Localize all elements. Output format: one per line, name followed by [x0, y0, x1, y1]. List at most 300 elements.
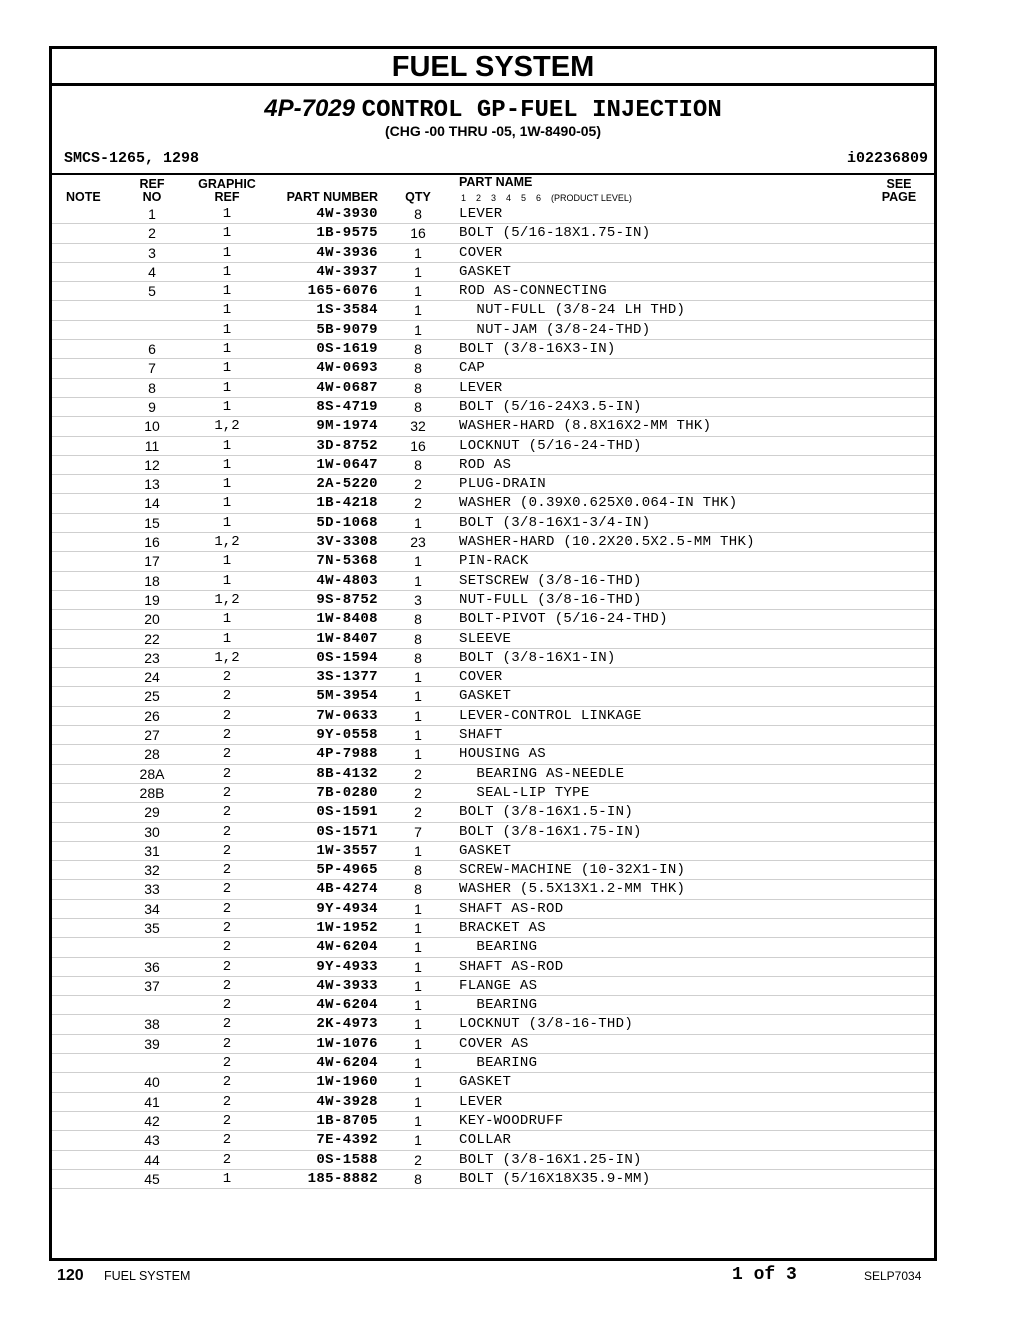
table-row [52, 861, 934, 880]
ref-no-cell: 44 [144, 1151, 160, 1168]
qty-cell: 1 [414, 1112, 422, 1129]
part-number-cell: 4W-0693 [316, 360, 378, 377]
table-row [52, 552, 934, 571]
ref-no-cell: 20 [144, 611, 160, 628]
qty-cell: 1 [414, 283, 422, 300]
qty-cell: 8 [414, 206, 422, 222]
part-name-cell: COVER [459, 244, 503, 261]
part-name-cell: NUT-JAM (3/8-24-THD) [459, 321, 651, 338]
graphic-ref-cell: 2 [222, 746, 232, 763]
ref-no-cell: 43 [144, 1132, 160, 1149]
part-name-cell: WASHER (5.5X13X1.2-MM THK) [459, 881, 686, 898]
part-name-cell: LEVER [459, 1093, 503, 1110]
part-number-cell: 7N-5368 [316, 553, 378, 570]
ref-no-cell: 9 [148, 398, 156, 415]
ref-no-cell: 18 [144, 572, 160, 589]
group-subtitle: (CHG -00 THRU -05, 1W-8490-05) [385, 123, 601, 139]
graphic-ref-cell: 2 [222, 1055, 232, 1072]
part-name-cell: BOLT (3/8-16X3-IN) [459, 341, 616, 358]
ref-no-cell: 8 [148, 379, 156, 396]
graphic-ref-cell: 2 [222, 707, 232, 724]
ref-no-cell: 13 [144, 476, 160, 493]
part-number-cell: 4P-7988 [316, 746, 378, 763]
part-number-cell: 1W-8408 [316, 611, 378, 628]
footer-sheet-indicator: 1 of 3 [732, 1265, 797, 1285]
part-number-cell: 9S-8752 [316, 591, 378, 608]
part-name-cell: SEAL-LIP TYPE [459, 784, 590, 801]
part-name-cell: NUT-FULL (3/8-24 LH THD) [459, 302, 686, 319]
ref-no-cell: 37 [144, 977, 160, 994]
graphic-ref-cell: 1 [222, 630, 232, 647]
ref-no-cell: 39 [144, 1035, 160, 1052]
part-number-cell: 8S-4719 [316, 398, 378, 415]
graphic-ref-cell: 2 [222, 1074, 232, 1091]
qty-cell: 1 [414, 746, 422, 763]
part-number-cell: 1W-1952 [316, 919, 378, 936]
qty-cell: 1 [414, 1055, 422, 1072]
qty-cell: 1 [414, 919, 422, 936]
part-name-cell: SHAFT AS-ROD [459, 958, 564, 975]
table-row [52, 572, 934, 591]
ref-no-cell: 4 [148, 263, 156, 280]
part-name-cell: BEARING [459, 997, 538, 1014]
graphic-ref-cell: 2 [222, 1016, 232, 1033]
qty-cell: 1 [414, 707, 422, 724]
part-number-cell: 5P-4965 [316, 862, 378, 879]
table-row [52, 1035, 934, 1054]
ref-no-cell: 27 [144, 727, 160, 744]
table-row [52, 996, 934, 1015]
part-number-cell: 8B-4132 [316, 765, 378, 782]
part-number-cell: 1B-4218 [316, 495, 378, 512]
part-name-cell: HOUSING AS [459, 746, 547, 763]
part-number-cell: 0S-1571 [316, 823, 378, 840]
part-number-cell: 1W-1960 [316, 1074, 378, 1091]
qty-cell: 8 [414, 1170, 422, 1187]
part-number-cell: 4B-4274 [316, 881, 378, 898]
graphic-ref-cell: 1 [222, 283, 232, 300]
part-number-cell: 2K-4973 [316, 1016, 378, 1033]
part-number-cell: 7W-0633 [316, 707, 378, 724]
part-name-cell: COVER AS [459, 1035, 529, 1052]
graphic-ref-cell: 2 [222, 669, 232, 686]
ref-no-cell: 28A [139, 765, 165, 782]
ref-no-cell: 3 [148, 244, 156, 261]
header-qty: QTY [405, 190, 431, 204]
part-name-cell: BEARING [459, 939, 538, 956]
qty-cell: 1 [414, 553, 422, 570]
table-row [52, 919, 934, 938]
graphic-ref-cell: 1 [222, 379, 232, 396]
table-row [52, 340, 934, 359]
part-name-cell: SHAFT AS-ROD [459, 900, 564, 917]
table-row [52, 494, 934, 513]
ref-no-cell: 41 [144, 1093, 160, 1110]
part-name-cell: KEY-WOODRUFF [459, 1112, 564, 1129]
qty-cell: 23 [410, 534, 426, 551]
part-name-cell: LEVER [459, 379, 503, 396]
table-row [52, 765, 934, 784]
part-number-cell: 9Y-0558 [316, 727, 378, 744]
qty-cell: 1 [414, 1074, 422, 1091]
part-name-cell: LOCKNUT (5/16-24-THD) [459, 437, 642, 454]
part-number-cell: 1W-8407 [316, 630, 378, 647]
ref-no-cell: 34 [144, 900, 160, 917]
graphic-ref-cell: 1 [222, 244, 232, 261]
graphic-ref-cell: 1 [222, 360, 232, 377]
graphic-ref-cell: 2 [222, 900, 232, 917]
table-row [52, 1151, 934, 1170]
header-graphic-bottom: REF [214, 190, 240, 204]
part-number-cell: 4W-3930 [316, 206, 378, 222]
footer-page-number: 120 [57, 1267, 84, 1284]
ref-no-cell: 40 [144, 1074, 160, 1091]
qty-cell: 1 [414, 263, 422, 280]
qty-cell: 1 [414, 958, 422, 975]
graphic-ref-cell: 1 [222, 225, 232, 242]
qty-cell: 32 [410, 418, 426, 435]
part-name-cell: BEARING AS-NEEDLE [459, 765, 625, 782]
table-row [52, 1015, 934, 1034]
graphic-ref-cell: 1 [222, 553, 232, 570]
part-number-cell: 9Y-4933 [316, 958, 378, 975]
part-name-cell: COVER [459, 669, 503, 686]
qty-cell: 1 [414, 669, 422, 686]
table-row [52, 687, 934, 706]
graphic-ref-cell: 1 [222, 572, 232, 589]
table-row [52, 514, 934, 533]
ref-no-cell: 19 [144, 591, 160, 608]
header-ref-top: REF [139, 177, 165, 191]
qty-cell: 2 [414, 804, 422, 821]
header-product-level: 1 2 3 4 5 6 (PRODUCT LEVEL) [461, 193, 632, 203]
parts-table-body [52, 205, 934, 1189]
part-number-cell: 9Y-4934 [316, 900, 378, 917]
ref-no-cell: 7 [148, 360, 156, 377]
illustration-id: i02236809 [846, 150, 928, 167]
graphic-ref-cell: 2 [222, 997, 232, 1014]
ref-no-cell: 10 [144, 418, 160, 435]
qty-cell: 8 [414, 611, 422, 628]
part-name-cell: COLLAR [459, 1132, 512, 1149]
part-number-cell: 2A-5220 [316, 476, 378, 493]
graphic-ref-cell: 1 [222, 476, 232, 493]
ref-no-cell: 5 [148, 283, 156, 300]
part-name-cell: LOCKNUT (3/8-16-THD) [459, 1016, 634, 1033]
graphic-ref-cell: 1 [222, 1170, 232, 1187]
table-row [52, 977, 934, 996]
graphic-ref-cell: 2 [222, 958, 232, 975]
part-number-cell: 5D-1068 [316, 514, 378, 531]
table-row [52, 359, 934, 378]
part-number-cell: 4W-3928 [316, 1093, 378, 1110]
graphic-ref-cell: 1,2 [214, 649, 240, 666]
part-name-cell: CAP [459, 360, 486, 377]
ref-no-cell: 45 [144, 1170, 160, 1187]
header-ref-bottom: NO [142, 190, 162, 204]
part-number-cell: 3D-8752 [316, 437, 378, 454]
graphic-ref-cell: 2 [222, 1035, 232, 1052]
part-number-cell: 3S-1377 [316, 669, 378, 686]
qty-cell: 1 [414, 1035, 422, 1052]
qty-cell: 8 [414, 398, 422, 415]
ref-no-cell: 26 [144, 707, 160, 724]
part-name-cell: FLANGE AS [459, 977, 538, 994]
qty-cell: 8 [414, 649, 422, 666]
table-row [52, 1131, 934, 1150]
part-number-cell: 4W-3937 [316, 263, 378, 280]
part-name-cell: GASKET [459, 688, 512, 705]
graphic-ref-cell: 2 [222, 1151, 232, 1168]
table-row [52, 649, 934, 668]
qty-cell: 1 [414, 302, 422, 319]
part-number-cell: 165-6076 [307, 283, 378, 300]
qty-cell: 2 [414, 495, 422, 512]
table-row [52, 321, 934, 340]
qty-cell: 2 [414, 1151, 422, 1168]
qty-cell: 1 [414, 939, 422, 956]
graphic-ref-cell: 2 [222, 1132, 232, 1149]
table-row [52, 784, 934, 803]
graphic-ref-cell: 1 [222, 611, 232, 628]
graphic-ref-cell: 2 [222, 727, 232, 744]
table-row [52, 1054, 934, 1073]
ref-no-cell: 2 [148, 225, 156, 242]
graphic-ref-cell: 2 [222, 765, 232, 782]
part-name-cell: WASHER-HARD (10.2X20.5X2.5-MM THK) [459, 534, 755, 551]
table-row [52, 205, 934, 224]
part-name-cell: GASKET [459, 1074, 512, 1091]
part-number-cell: 0S-1594 [316, 649, 378, 666]
part-number-cell: 4W-6204 [316, 939, 378, 956]
qty-cell: 1 [414, 727, 422, 744]
part-number-cell: 4W-3933 [316, 977, 378, 994]
table-row [52, 630, 934, 649]
table-row [52, 745, 934, 764]
ref-no-cell: 15 [144, 514, 160, 531]
qty-cell: 8 [414, 630, 422, 647]
part-name-cell: LEVER-CONTROL LINKAGE [459, 707, 642, 724]
header-see-bottom: PAGE [881, 190, 917, 204]
qty-cell: 1 [414, 997, 422, 1014]
part-name-cell: NUT-FULL (3/8-16-THD) [459, 591, 642, 608]
graphic-ref-cell: 1,2 [214, 591, 240, 608]
table-row [52, 398, 934, 417]
part-name-cell: LEVER [459, 206, 503, 222]
table-row [52, 1073, 934, 1092]
part-name-cell: BRACKET AS [459, 919, 547, 936]
ref-no-cell: 28 [144, 746, 160, 763]
graphic-ref-cell: 2 [222, 688, 232, 705]
part-name-cell: ROD AS [459, 456, 512, 473]
part-number-cell: 1B-8705 [316, 1112, 378, 1129]
table-row [52, 1093, 934, 1112]
part-number-cell: 7E-4392 [316, 1132, 378, 1149]
part-name-cell: BOLT (5/16X18X35.9-MM) [459, 1170, 651, 1187]
table-row [52, 301, 934, 320]
qty-cell: 7 [414, 823, 422, 840]
table-row [52, 263, 934, 282]
part-number-cell: 4W-0687 [316, 379, 378, 396]
part-name-cell: SCREW-MACHINE (10-32X1-IN) [459, 862, 686, 879]
table-row [52, 938, 934, 957]
part-name-cell: SHAFT [459, 727, 503, 744]
part-name-cell: GASKET [459, 842, 512, 859]
part-name-cell: BOLT (3/8-16X1-3/4-IN) [459, 514, 651, 531]
part-number-cell: 1W-3557 [316, 842, 378, 859]
qty-cell: 16 [410, 437, 426, 454]
ref-no-cell: 12 [144, 456, 160, 473]
graphic-ref-cell: 1 [222, 514, 232, 531]
part-number-cell: 1B-9575 [316, 225, 378, 242]
part-number-cell: 0S-1619 [316, 341, 378, 358]
qty-cell: 8 [414, 360, 422, 377]
qty-cell: 8 [414, 341, 422, 358]
qty-cell: 1 [414, 977, 422, 994]
ref-no-cell: 42 [144, 1112, 160, 1129]
part-number-cell: 4W-6204 [316, 1055, 378, 1072]
header-graphic-top: GRAPHIC [198, 177, 256, 191]
qty-cell: 1 [414, 1093, 422, 1110]
part-name-cell: BOLT (5/16-18X1.75-IN) [459, 225, 651, 242]
ref-no-cell: 6 [148, 341, 156, 358]
qty-cell: 1 [414, 244, 422, 261]
table-row [52, 244, 934, 263]
qty-cell: 1 [414, 1016, 422, 1033]
part-name-cell: GASKET [459, 263, 512, 280]
ref-no-cell: 14 [144, 495, 160, 512]
ref-no-cell: 11 [144, 437, 160, 454]
qty-cell: 1 [414, 572, 422, 589]
table-row [52, 417, 934, 436]
table-row [52, 1112, 934, 1131]
table-row [52, 533, 934, 552]
part-name-cell: BOLT (3/8-16X1.75-IN) [459, 823, 642, 840]
part-number-cell: 5B-9079 [316, 321, 378, 338]
part-name-cell: ROD AS-CONNECTING [459, 283, 607, 300]
graphic-ref-cell: 2 [222, 1093, 232, 1110]
ref-no-cell: 23 [144, 649, 160, 666]
graphic-ref-cell: 2 [222, 919, 232, 936]
ref-no-cell: 25 [144, 688, 160, 705]
table-row [52, 456, 934, 475]
header-part-name: PART NAME [459, 175, 533, 189]
part-name-cell: BOLT (3/8-16X1-IN) [459, 649, 616, 666]
part-number-cell: 7B-0280 [316, 784, 378, 801]
ref-no-cell: 22 [144, 630, 160, 647]
part-number-cell: 4W-6204 [316, 997, 378, 1014]
ref-no-cell: 17 [144, 553, 160, 570]
section-title: FUEL SYSTEM [52, 49, 934, 86]
header-see-top: SEE [886, 177, 912, 191]
graphic-ref-cell: 2 [222, 939, 232, 956]
part-number-cell: 0S-1588 [316, 1151, 378, 1168]
graphic-ref-cell: 2 [222, 1112, 232, 1129]
parts-list-frame [49, 46, 937, 1261]
group-title [52, 95, 934, 124]
graphic-ref-cell: 1,2 [214, 418, 240, 435]
footer-section-name: FUEL SYSTEM [104, 1269, 191, 1283]
footer-publication-number: SELP7034 [864, 1269, 922, 1283]
graphic-ref-cell: 2 [222, 977, 232, 994]
table-row [52, 707, 934, 726]
ref-no-cell: 32 [144, 862, 160, 879]
part-name-cell: BOLT (3/8-16X1.5-IN) [459, 804, 634, 821]
graphic-ref-cell: 2 [222, 862, 232, 879]
table-row [52, 437, 934, 456]
smcs-codes: SMCS-1265, 1298 [64, 150, 200, 167]
graphic-ref-cell: 1,2 [214, 534, 240, 551]
ref-no-cell: 28B [139, 784, 165, 801]
part-number-cell: 5M-3954 [316, 688, 378, 705]
graphic-ref-cell: 1 [222, 398, 232, 415]
graphic-ref-cell: 1 [222, 456, 232, 473]
table-row [52, 842, 934, 861]
part-name-cell: BEARING [459, 1055, 538, 1072]
qty-cell: 1 [414, 842, 422, 859]
qty-cell: 1 [414, 321, 422, 338]
ref-no-cell: 31 [144, 842, 160, 859]
graphic-ref-cell: 1 [222, 495, 232, 512]
part-number-cell: 1S-3584 [316, 302, 378, 319]
part-number-cell: 4W-4803 [316, 572, 378, 589]
qty-cell: 1 [414, 900, 422, 917]
ref-no-cell: 36 [144, 958, 160, 975]
graphic-ref-cell: 1 [222, 263, 232, 280]
ref-no-cell: 29 [144, 804, 160, 821]
part-name-cell: BOLT (3/8-16X1.25-IN) [459, 1151, 642, 1168]
graphic-ref-cell: 2 [222, 842, 232, 859]
table-row [52, 958, 934, 977]
graphic-ref-cell: 1 [222, 302, 232, 319]
qty-cell: 2 [414, 784, 422, 801]
part-number-cell: 1W-1076 [316, 1035, 378, 1052]
graphic-ref-cell: 1 [222, 321, 232, 338]
header-note: NOTE [66, 190, 101, 204]
part-name-cell: PLUG-DRAIN [459, 476, 547, 493]
table-row [52, 803, 934, 822]
group-name: CONTROL GP-FUEL INJECTION [361, 97, 722, 124]
graphic-ref-cell: 2 [222, 881, 232, 898]
ref-no-cell: 16 [144, 534, 160, 551]
qty-cell: 3 [414, 591, 422, 608]
part-number-cell: 3V-3308 [316, 534, 378, 551]
ref-no-cell: 30 [144, 823, 160, 840]
table-row [52, 475, 934, 494]
part-name-cell: SLEEVE [459, 630, 512, 647]
table-row [52, 823, 934, 842]
header-part-number: PART NUMBER [286, 190, 378, 204]
graphic-ref-cell: 2 [222, 784, 232, 801]
ref-no-cell: 35 [144, 919, 160, 936]
qty-cell: 16 [410, 225, 426, 242]
part-number-cell: 4W-3936 [316, 244, 378, 261]
qty-cell: 1 [414, 688, 422, 705]
part-name-cell: WASHER (0.39X0.625X0.064-IN THK) [459, 495, 738, 512]
table-row [52, 610, 934, 629]
graphic-ref-cell: 2 [222, 804, 232, 821]
qty-cell: 1 [414, 1132, 422, 1149]
qty-cell: 8 [414, 456, 422, 473]
qty-cell: 8 [414, 862, 422, 879]
part-number-cell: 1W-0647 [316, 456, 378, 473]
qty-cell: 1 [414, 514, 422, 531]
qty-cell: 8 [414, 881, 422, 898]
part-name-cell: SETSCREW (3/8-16-THD) [459, 572, 642, 589]
table-row [52, 591, 934, 610]
ref-no-cell: 24 [144, 669, 160, 686]
graphic-ref-cell: 1 [222, 206, 232, 222]
